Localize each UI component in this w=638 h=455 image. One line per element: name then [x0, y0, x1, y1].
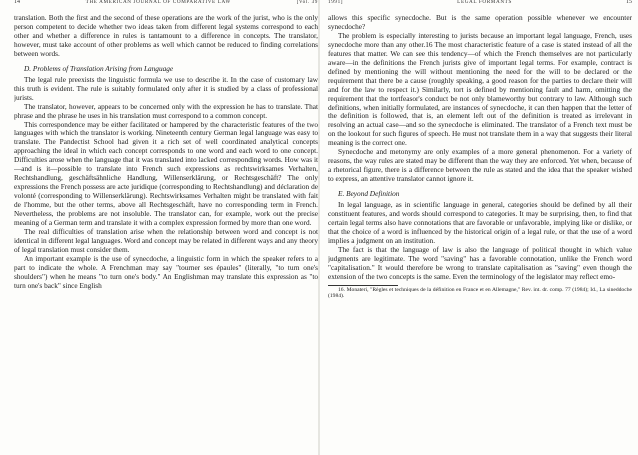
left-paragraph: The real difficulties of translation arise when the relationship between word and concept is not identical in different legal languages. Word and concept may be related in different ways and any theory of legal translation must consider them.	[14, 226, 318, 254]
left-paragraph: translation. Both the first and the second of these operations are the work of the jurist, who is the only person competent to decide whether two ideas taken from different legal systems correspond to each other and whether a difference in rules is tantamount to a difference in concepts. The translator, however, must take account of other problems as well which cannot be reduced to finding correlations between words.	[14, 13, 318, 58]
right-section-heading: E. Beyond Definition	[338, 189, 400, 199]
left-running-head	[14, 0, 318, 7]
right-article-title: LEGAL FORMANTS	[457, 0, 512, 5]
right-running-head	[328, 0, 632, 7]
right-paragraph: In legal language, as in scientific language in general, categories should be defined by all their constituent features, and words should correspond to categories. It may be surprising, then, to find that certain legal terms also have connotations that are favorable or unfavorable, implying like or dislike, or that the choice of a word is influenced by the historical origin of a legal rule, or that the use of a word implies a judgment on an institution.	[328, 200, 632, 245]
left-page	[14, 0, 318, 455]
left-section-heading: D. Problems of Translation Arising from Language	[24, 63, 174, 73]
footnote-16: 16. Monateri, "Règles et techniques de la définition en France et en Allemagne," Rev. int. dr. comp. 77 (1984); Id., La sineddoche (1984).	[328, 286, 632, 300]
right-paragraph: The problem is especially interesting to jurists because an important legal language, French, uses synecdoche more than any other.16 The most characteristic feature of a case is stated instead of all the features that matter. We can see this tendency—of which the French themselves are not particularly aware—in the definitions the French jurists give of important legal terms. For example, contract is defined by mentioning the will without mentioning the need for the will to be declared or the requirement that there be a cause (roughly speaking, a good reason for the parties to declare their will and for the law to respect it.) Similarly, tort is defined by mentioning fault and harm, omitting the requirement that the tortfeasor's conduct be not only blameworthy but contrary to law. Although such definitions, when initially formulated, are instances of synecdoche, it can then happen that the letter of the definition is followed, that is, an element left out of the definition is treated as irrelevant in resolving an actual case—and so the synecdoche is eliminated. The translator of a French text must be on the lookout for such figures of speech. He must not translate them in a way that suggests their literal meaning is the correct one.	[328, 30, 632, 148]
right-paragraph: allows this specific synecdoche. But is the same operation possible whenever we encounter synecdoche?	[328, 13, 632, 31]
left-paragraph: This correspondence may be either facilitated or hampered by the characteristic features of the two languages with which the translator is working. Nineteenth century German legal language was easy to translate. The Pandectist School had given it a rich set of well coordinated analytical concepts approaching the ideal in which each concept corresponds to one word and each word to one concept. Difficulties arose when the language that it was translated into lacked corresponding words. How was it—and is it—possible to translate into French such expressions as rechtswirksames Verhalten, Rechtshandlung, geschäftsähnliche Handlung, Willenserklärung, or Rechtsgeschäft? The only expressions the French possess are acte juridique (corresponding to Rechtshandlung) and déclaration de volonté (corresponding to Willenserklärung). Rechtswirksames Verhalten might be translated with fait de l'homme, but the other terms, above all Rechtsgeschäft, have no corresponding term in French. Nevertheless, the problems are not insoluble. The translator can, for example, work out the precise meaning of a German term and translate it with a complex expression formed by more than one word.	[14, 119, 318, 228]
right-body-text	[328, 14, 632, 300]
right-page-number: 15	[626, 0, 632, 5]
left-paragraph: The legal rule preexists the linguistic formula we use to describe it. In the case of customary law this truth is evident. The rule is suitably formulated only after it is studied by a class of professional jurists.	[14, 74, 318, 102]
left-paragraph: An important example is the use of synecdoche, a linguistic form in which the speaker refers to a part to indicate the whole. A Frenchman may say "tourner ses épaules" (literally, "to turn one's shoulders") when he means "to turn one's body." An Englishman may translate this expression as "to turn one's back" since English	[14, 253, 318, 290]
book-gutter	[318, 0, 320, 455]
right-page	[328, 0, 632, 455]
right-paragraph: The fact is that the language of law is also the language of political thought in which value judgments are legitimate. The word "saving" has a favorable connotation, unlike the French word "capitalisation." It would therefore be wrong to translate capitalisation as "saving" even though the extension of the two concepts is the same. Even the terminology of the legislator may reflect emo-	[328, 244, 632, 281]
footnote	[328, 287, 632, 300]
left-paragraph: The translator, however, appears to be concerned only with the expression he has to translate. That phrase and the phrase he uses in his translation must correspond to a common concept.	[14, 101, 318, 120]
left-body-text	[14, 14, 318, 291]
right-year: 1991]	[328, 0, 344, 5]
left-journal-title: THE AMERICAN JOURNAL OF COMPARATIVE LAW	[85, 0, 231, 5]
left-volume: [Vol. 39	[296, 0, 318, 5]
left-page-number: 14	[14, 0, 20, 5]
footnote-rule	[328, 285, 398, 286]
right-paragraph: Synecdoche and metonymy are only examples of a more general phenomenon. For a variety of reasons, the way rules are stated may be different than the way they are enforced. Yet when, because of a rhetorical figure, there is a difference between the rule as stated and the idea that the speaker wished to express, an attentive translator cannot ignore it.	[328, 147, 632, 184]
